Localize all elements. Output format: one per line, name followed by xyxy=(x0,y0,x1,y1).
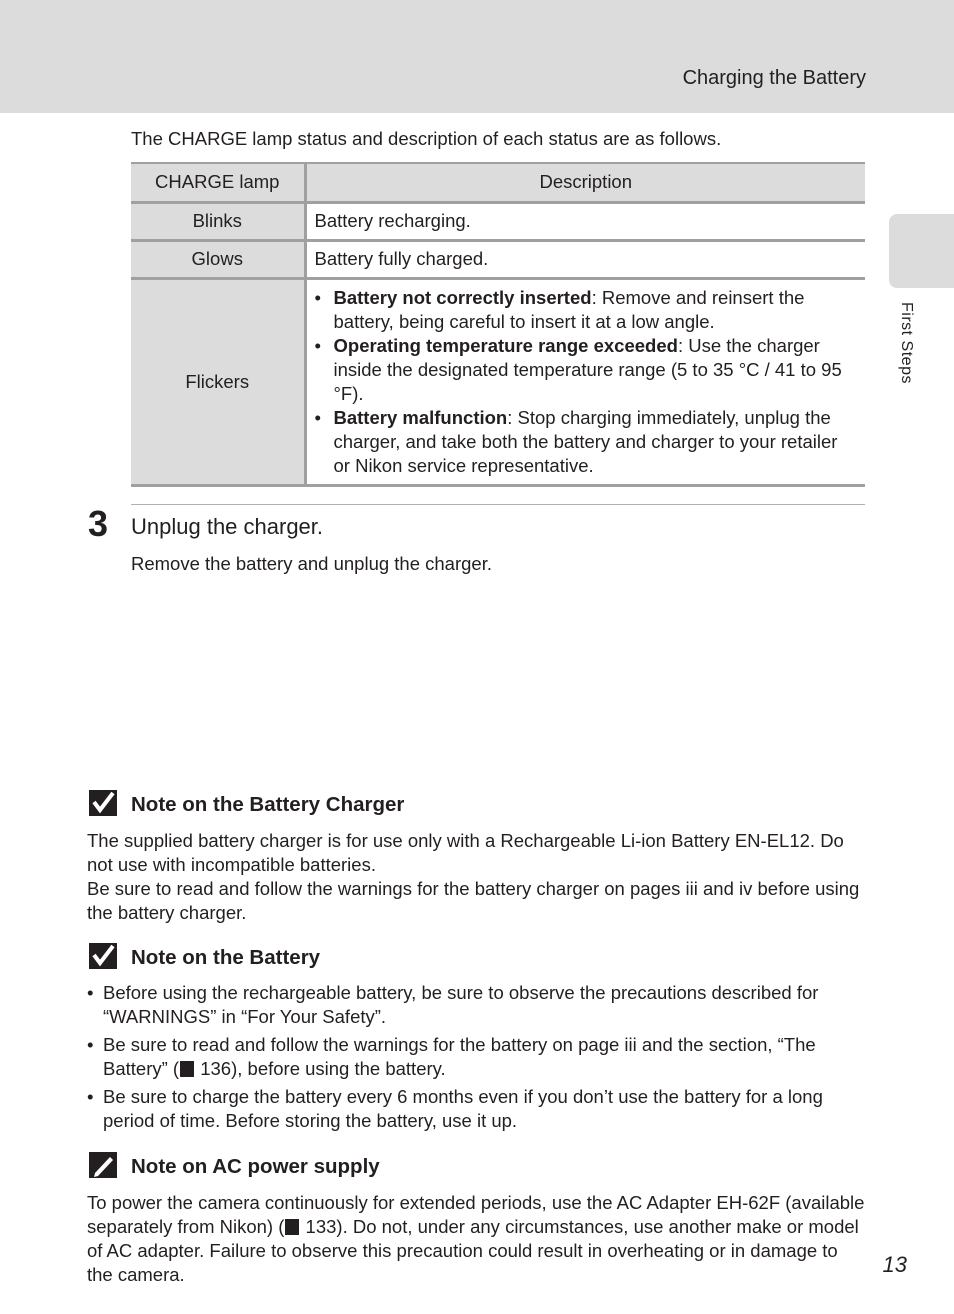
table-row xyxy=(131,240,865,278)
charge-lamp-table xyxy=(131,162,865,487)
checkmark-note-icon xyxy=(88,942,118,970)
side-tab xyxy=(889,214,954,288)
header-band xyxy=(0,0,954,113)
bold-term: Battery malfunction xyxy=(333,406,508,428)
table-header-row xyxy=(131,163,865,202)
side-tab-label: First Steps xyxy=(898,302,915,384)
list-item xyxy=(315,406,856,478)
paragraph-text: 133). Do not, under any circumstances, use another make or model of AC adapter. Failure to observe this precaution could result in overheating or in damage to the camera. xyxy=(87,1216,859,1285)
note-paragraph xyxy=(87,1191,867,1287)
list-item xyxy=(87,1033,867,1081)
list-item: • Before using the rechargeable battery, be sure to observe the precautions described for “WARNINGS” in “For Your Safety”. xyxy=(87,981,867,1029)
step-number: 3 xyxy=(88,503,109,544)
step-body: Remove the battery and unplug the charger. xyxy=(131,553,492,574)
item-text: : Use the charger inside the designated temperature range (5 to 35 °C / 41 to 95 °F). xyxy=(333,334,842,404)
checkmark-note-icon xyxy=(88,789,118,817)
page-number: 13 xyxy=(882,1252,907,1277)
status-description: Battery fully charged. xyxy=(305,240,865,278)
lamp-status: Glows xyxy=(131,240,305,278)
table-row xyxy=(131,278,865,485)
status-description: Battery recharging. xyxy=(305,202,865,240)
page-header-title: Charging the Battery xyxy=(682,67,866,89)
header-charge-lamp: CHARGE lamp xyxy=(131,163,305,202)
note-title: Note on AC power supply xyxy=(131,1155,380,1178)
header-description: Description xyxy=(305,163,865,202)
lamp-status: Blinks xyxy=(131,202,305,240)
step-title: Unplug the charger. xyxy=(131,514,324,539)
paragraph-text: To power the camera continuously for extended periods, use the AC Adapter EH-62F (available separately from Nikon) ( xyxy=(87,1192,865,1237)
note-title: Note on the Battery Charger xyxy=(131,793,405,816)
lamp-status: Flickers xyxy=(131,278,305,485)
intro-text: The CHARGE lamp status and description of each status are as follows. xyxy=(131,128,722,149)
note-title: Note on the Battery xyxy=(131,946,321,969)
status-description-list xyxy=(305,278,865,485)
item-text: 136), before using the battery. xyxy=(195,1058,446,1079)
reference-icon xyxy=(285,1219,299,1235)
list-item xyxy=(315,286,856,334)
note-paragraph: Be sure to read and follow the warnings for the battery charger on pages iii and iv before using the battery charger. xyxy=(87,878,860,923)
item-text: : Stop charging immediately, unplug the charger, and take both the battery and charger to your retailer or Nikon service representative. xyxy=(333,406,838,476)
list-item xyxy=(315,334,856,406)
list-item: • Be sure to charge the battery every 6 months even if you don’t use the battery for a long period of time. Before storing the battery, use it up. xyxy=(87,1085,867,1133)
bold-term: Operating temperature range exceeded xyxy=(333,334,678,356)
reference-icon xyxy=(180,1061,194,1077)
section-divider xyxy=(131,504,865,505)
note-bullet-list xyxy=(87,981,867,1137)
note-paragraph: The supplied battery charger is for use only with a Rechargeable Li-ion Battery EN-EL12. Do not use with incompatible batteries. xyxy=(87,830,844,875)
item-text: : Remove and reinsert the battery, being careful to insert it at a low angle. xyxy=(333,286,805,332)
table-row xyxy=(131,202,865,240)
pencil-note-icon xyxy=(88,1151,118,1179)
item-text: Be sure to read and follow the warnings for the battery on page iii and the section, “The Battery” ( xyxy=(103,1034,816,1079)
bold-term: Battery not correctly inserted xyxy=(333,286,592,308)
